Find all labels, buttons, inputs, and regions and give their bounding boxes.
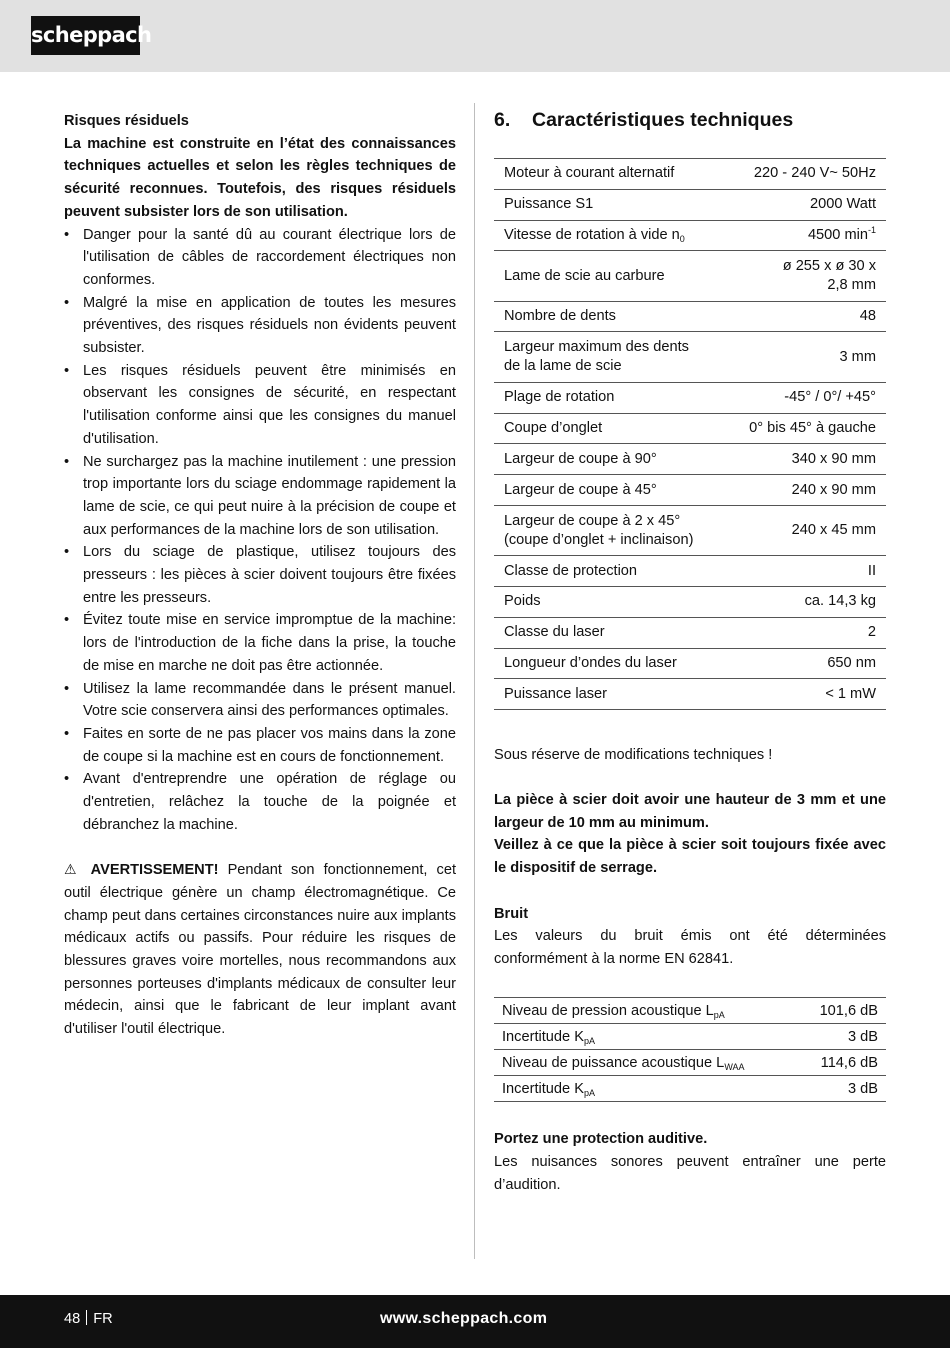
table-row: Largeur de coupe à 45° 240 x 90 mm xyxy=(494,475,886,506)
noise-intro: Les valeurs du bruit émis ont été déterminées conformément à la norme EN 62841. xyxy=(494,928,886,967)
residual-risks-heading: Risques résiduels xyxy=(64,113,189,129)
warning-text: Pendant son fonctionnement, cet outil électrique génère un champ électromagnétique. Ce champ peut dans certaines circonstances nuire aux implants médicaux actifs ou passifs. Pour réduire les risques de blessures graves voire mortelles, nous recommandons aux personnes porteuses d'implants médicaux de consulter leur médecin, ainsi que le fabricant de leur implant avant d'utiliser l'outil électrique. xyxy=(64,862,456,1038)
bullet: • xyxy=(64,453,70,470)
bullet: • xyxy=(64,226,70,243)
table-row: Longueur d’ondes du laser 650 nm xyxy=(494,648,886,679)
table-row: Largeur de coupe à 90° 340 x 90 mm xyxy=(494,444,886,475)
residual-risks-list xyxy=(64,224,456,837)
table-row: Classe de protection II xyxy=(494,556,886,587)
residual-risks-intro: La machine est construite en l’état des connaissances techniques actuelles et selon les règles techniques de sécurité reconnues. Toutefois, des risques résiduels peuvent subsister lors de son utilisation. xyxy=(64,135,456,220)
list-item: • Avant d'entreprendre une opération de réglage ou d'entretien, relâchez la touche de la poignée et débranchez la machine. xyxy=(64,768,456,836)
list-item: • Utilisez la lame recommandée dans le présent manuel. Votre scie conservera ainsi des performances optimales. xyxy=(64,678,456,723)
bullet: • xyxy=(64,612,70,629)
table-row: Incertitude $K_{pA}$ 3 dB xyxy=(494,1024,886,1050)
table-row: Puissance laser < 1 mW xyxy=(494,679,886,710)
residual-risks-section xyxy=(64,110,456,1041)
table-row: Largeur maximum des dents de la lame de scie 3 mm xyxy=(494,332,886,382)
page-number: 48 FR xyxy=(64,1311,113,1327)
table-row: Poids ca. 14,3 kg xyxy=(494,587,886,618)
list-item: • Danger pour la santé dû au courant électrique lors de l'utilisation de câbles de raccordement électriques non conformes. xyxy=(64,224,456,292)
noise-heading: Bruit xyxy=(494,906,529,922)
bullet: • xyxy=(64,362,70,379)
website-url: www.scheppach.com xyxy=(380,1310,548,1327)
scheppach-logo: scheppach xyxy=(31,16,140,55)
clamping-note: Veillez à ce que la pièce à scier soit toujours fixée avec le dispositif de serrage. xyxy=(494,837,886,876)
table-row: Plage de rotation -45° / 0°/ +45° xyxy=(494,382,886,413)
table-row: Nombre de dents 48 xyxy=(494,301,886,332)
hearing-protection-text: Les nuisances sonores peuvent entraîner une perte d’audition. xyxy=(494,1154,886,1193)
list-item: • Lors du sciage de plastique, utilisez toujours des presseurs : les pièces à scier doivent toujours être fixées entre les presseurs. xyxy=(64,541,456,609)
workpiece-size-note: La pièce à scier doit avoir une hauteur de 3 mm et une largeur de 10 mm au minimum. xyxy=(494,792,886,831)
bullet: • xyxy=(64,544,70,561)
list-item: • Faites en sorte de ne pas placer vos mains dans la zone de coupe si la machine est en cours de fonctionnement. xyxy=(64,723,456,768)
bullet: • xyxy=(64,294,70,311)
bullet: • xyxy=(64,771,70,788)
table-row: Niveau de puissance acoustique $L_{WAA}$ 114,6 dB xyxy=(494,1050,886,1076)
table-row: Incertitude $K_{pA}$ 3 dB xyxy=(494,1076,886,1102)
reserve-note: Sous réserve de modifications techniques ! xyxy=(494,747,773,763)
list-item: • Les risques résiduels peuvent être minimisés en observant les consignes de sécurité, en respectant l'utilisation conforme ainsi que les consignes du manuel d'utilisation. xyxy=(64,360,456,451)
noise-table xyxy=(494,997,886,1102)
footer-bar xyxy=(0,1295,950,1348)
specs-table xyxy=(494,158,886,710)
bullet: • xyxy=(64,725,70,742)
list-item: • Ne surchargez pas la machine inutilement : une pression trop importante lors du sciage endommage rapidement la lame de scie, ce qui peut nuire à la précision de coupe et aux performances de la machine lors de son utilisation. xyxy=(64,451,456,542)
table-row: Vitesse de rotation à vide $n_0$ 4500 $\min^{-1}$ xyxy=(494,220,886,251)
table-row: Niveau de pression acoustique $L_{pA}$ 101,6 dB xyxy=(494,998,886,1024)
right-column xyxy=(494,106,886,1193)
separator xyxy=(86,1310,87,1325)
table-row: Largeur de coupe à 2 x 45° (coupe d’onglet + inclinaison) 240 x 45 mm xyxy=(494,505,886,555)
table-row: Moteur à courant alternatif 220 - 240 V~ 50Hz xyxy=(494,159,886,190)
table-row: Classe du laser 2 xyxy=(494,617,886,648)
table-row: Lame de scie au carbure ø 255 x ø 30 x 2,8 mm xyxy=(494,251,886,301)
header-bar xyxy=(0,0,950,72)
section-number: 6. xyxy=(494,109,511,131)
list-item: • Malgré la mise en application de toutes les mesures préventives, des risques résiduels non évidents peuvent subsister. xyxy=(64,292,456,360)
table-row: Puissance S1 2000 Watt xyxy=(494,189,886,220)
bullet: • xyxy=(64,680,70,697)
table-row: Coupe d’onglet 0° bis 45° à gauche xyxy=(494,413,886,444)
section-title xyxy=(494,106,886,134)
emf-warning xyxy=(64,859,456,1041)
warning-label: AVERTISSEMENT! xyxy=(90,862,219,879)
warning-triangle-icon: ⚠ xyxy=(64,862,82,879)
list-item: • Évitez toute mise en service impromptue de la machine: lors de l'introduction de la fiche dans la prise, la touche de mise en marche ne doit pas être actionnée. xyxy=(64,609,456,677)
column-divider xyxy=(474,103,475,1259)
hearing-protection-heading: Portez une protection auditive. xyxy=(494,1131,708,1147)
section-title-text: Caractéristiques techniques xyxy=(532,109,794,131)
